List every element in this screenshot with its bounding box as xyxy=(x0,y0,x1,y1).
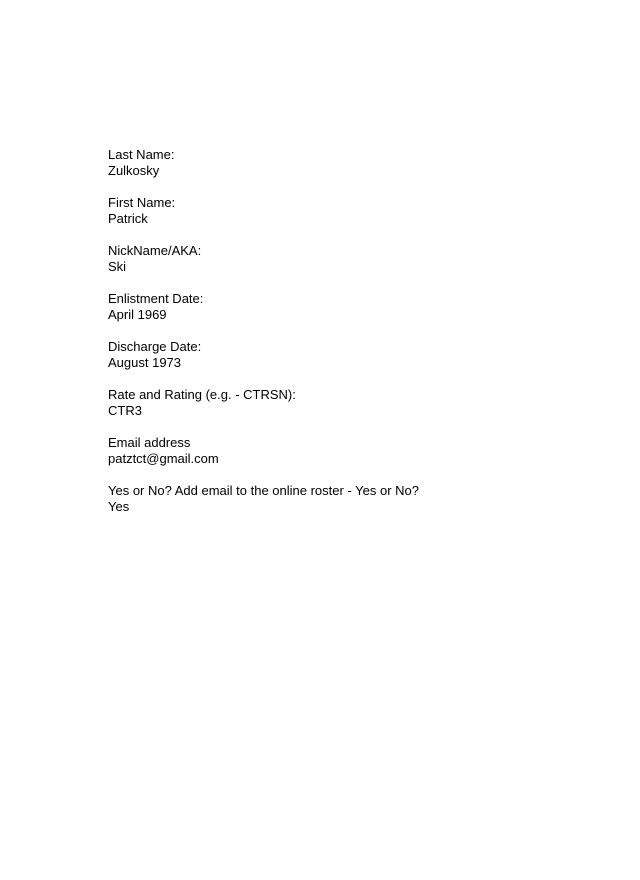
field-label: Yes or No? Add email to the online roster - Yes or No? xyxy=(108,483,419,498)
field-nickname xyxy=(108,243,608,275)
field-value: CTR3 xyxy=(108,403,142,418)
field-enlistment-date xyxy=(108,291,608,323)
field-discharge-date xyxy=(108,339,608,371)
field-rate-and-rating xyxy=(108,387,608,419)
field-value: April 1969 xyxy=(108,307,167,322)
form-content xyxy=(108,147,608,531)
field-email-address xyxy=(108,435,608,467)
field-last-name xyxy=(108,147,608,179)
field-value: patztct@gmail.com xyxy=(108,451,219,466)
field-value: Patrick xyxy=(108,211,148,226)
field-value: Zulkosky xyxy=(108,163,160,178)
field-first-name xyxy=(108,195,608,227)
field-label: Discharge Date: xyxy=(108,339,202,354)
field-label: NickName/AKA: xyxy=(108,243,202,258)
field-label: First Name: xyxy=(108,195,176,210)
field-value: August 1973 xyxy=(108,355,182,370)
field-value: Ski xyxy=(108,259,127,274)
field-value: Yes xyxy=(108,499,130,514)
field-label: Enlistment Date: xyxy=(108,291,204,306)
field-label: Email address xyxy=(108,435,191,450)
field-label: Last Name: xyxy=(108,147,175,162)
field-label: Rate and Rating (e.g. - CTRSN): xyxy=(108,387,296,402)
field-roster-consent xyxy=(108,483,608,515)
